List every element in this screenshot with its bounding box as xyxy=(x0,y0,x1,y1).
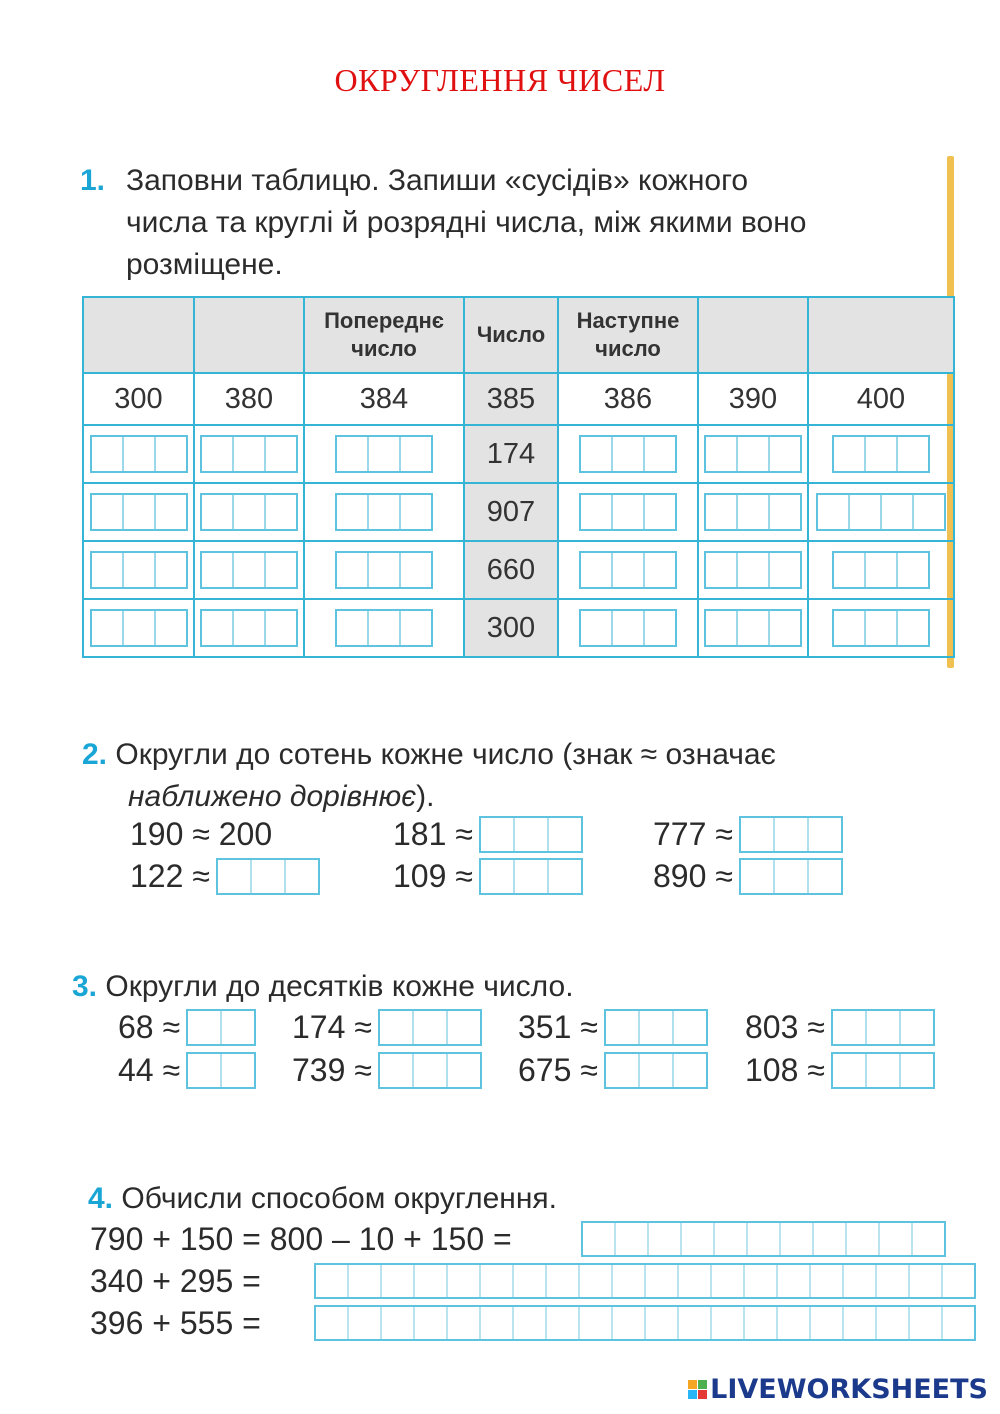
task1-instructions xyxy=(80,160,935,286)
answer-input[interactable] xyxy=(831,1052,935,1089)
answer-input[interactable] xyxy=(378,1052,482,1089)
task4-expression: 340 + 295 = xyxy=(90,1263,261,1299)
sample-cell-number: 385 xyxy=(464,373,558,425)
logo-square xyxy=(688,1380,697,1389)
task3-expression: 803 ≈ xyxy=(745,1009,825,1045)
task4-text: Обчисли способом округлення. xyxy=(121,1182,558,1215)
page-title: ОКРУГЛЕННЯ ЧИСЕЛ xyxy=(334,62,666,98)
task2-number: 2. xyxy=(82,738,108,771)
task2-expression: 122 ≈ xyxy=(130,858,210,894)
answer-input[interactable] xyxy=(832,609,930,647)
logo-square xyxy=(698,1390,707,1399)
task3-expression: 351 ≈ xyxy=(518,1009,598,1045)
sample-cell: 300 xyxy=(83,373,194,425)
table-row xyxy=(83,425,954,483)
task3-item xyxy=(518,1052,708,1089)
answer-input[interactable] xyxy=(90,551,188,589)
sample-cell: 400 xyxy=(808,373,954,425)
task1-line-3: розміщене. xyxy=(126,248,283,281)
task2-item xyxy=(393,816,583,853)
header-cell-next-hundreds xyxy=(808,297,954,373)
task2-text: Округли до сотень кожне число (знак ≈ означає xyxy=(115,738,776,771)
task4-expression: 396 + 555 = xyxy=(90,1305,261,1341)
task2-text-italic: наближено дорівнює xyxy=(128,780,417,813)
task4-line xyxy=(90,1305,261,1342)
task4-number: 4. xyxy=(88,1182,114,1215)
header-next-label: Наступне число xyxy=(576,308,680,361)
task3-expression: 675 ≈ xyxy=(518,1052,598,1088)
given-number: 174 xyxy=(464,425,558,483)
answer-input[interactable] xyxy=(832,551,930,589)
task2-expression: 890 ≈ xyxy=(653,858,733,894)
answer-input[interactable] xyxy=(479,816,583,853)
answer-input[interactable] xyxy=(739,816,843,853)
answer-input[interactable] xyxy=(704,493,802,531)
table-row xyxy=(83,541,954,599)
table-header-row xyxy=(83,297,954,373)
answer-input[interactable] xyxy=(200,435,298,473)
answer-input[interactable] xyxy=(335,609,433,647)
answer-input[interactable] xyxy=(704,609,802,647)
header-cell-previous xyxy=(304,297,464,373)
task1-table xyxy=(82,296,955,658)
answer-input[interactable] xyxy=(90,435,188,473)
task3-item xyxy=(292,1009,482,1046)
header-cell-number: Число xyxy=(464,297,558,373)
answer-input[interactable] xyxy=(335,551,433,589)
answer-input[interactable] xyxy=(604,1052,708,1089)
task2-text-end: ). xyxy=(416,780,435,813)
answer-input[interactable] xyxy=(579,609,677,647)
task2-expression: 109 ≈ xyxy=(393,858,473,894)
task3-item xyxy=(118,1052,256,1089)
task2-item xyxy=(393,858,583,895)
task3-expression: 174 ≈ xyxy=(292,1009,372,1045)
logo-square xyxy=(688,1390,697,1399)
sample-cell: 380 xyxy=(194,373,304,425)
answer-input[interactable] xyxy=(832,435,930,473)
sample-cell: 384 xyxy=(304,373,464,425)
task3-instructions xyxy=(72,966,952,1008)
answer-input[interactable] xyxy=(579,493,677,531)
answer-input[interactable] xyxy=(604,1009,708,1046)
answer-input[interactable] xyxy=(200,609,298,647)
task3-expression: 44 ≈ xyxy=(118,1052,181,1088)
answer-input[interactable] xyxy=(581,1221,946,1257)
answer-input[interactable] xyxy=(479,858,583,895)
task2-expression: 777 ≈ xyxy=(653,816,733,852)
header-cell-next xyxy=(558,297,698,373)
task2-expression: 181 ≈ xyxy=(393,816,473,852)
header-cell-next-tens xyxy=(698,297,808,373)
task2-item xyxy=(653,858,843,895)
answer-input[interactable] xyxy=(90,609,188,647)
task2-expression: 190 ≈ 200 xyxy=(130,816,273,852)
task1-number: 1. xyxy=(80,164,106,197)
task3-item xyxy=(745,1009,935,1046)
answer-input[interactable] xyxy=(831,1009,935,1046)
answer-input[interactable] xyxy=(579,551,677,589)
task3-expression: 739 ≈ xyxy=(292,1052,372,1088)
task3-expression: 108 ≈ xyxy=(745,1052,825,1088)
given-number: 300 xyxy=(464,599,558,657)
logo-square xyxy=(698,1380,707,1389)
header-previous-label: Попереднє число xyxy=(324,308,444,361)
answer-input[interactable] xyxy=(216,858,320,895)
sample-cell: 390 xyxy=(698,373,808,425)
answer-input[interactable] xyxy=(739,858,843,895)
answer-input[interactable] xyxy=(335,493,433,531)
task2-instructions xyxy=(82,734,962,818)
answer-input[interactable] xyxy=(335,435,433,473)
given-number: 907 xyxy=(464,483,558,541)
given-number: 660 xyxy=(464,541,558,599)
task2-item xyxy=(653,816,843,853)
answer-input[interactable] xyxy=(378,1009,482,1046)
task3-expression: 68 ≈ xyxy=(118,1009,181,1045)
brand-text: LIVEWORKSHEETS xyxy=(710,1374,988,1405)
answer-input[interactable] xyxy=(200,493,298,531)
task2-item xyxy=(130,858,320,895)
table-sample-row xyxy=(83,373,954,425)
liveworksheets-logo xyxy=(688,1374,988,1405)
header-cell-round-hundreds xyxy=(83,297,194,373)
answer-input[interactable] xyxy=(314,1305,976,1341)
task4-instructions xyxy=(88,1178,968,1220)
task3-item xyxy=(118,1009,256,1046)
answer-input[interactable] xyxy=(90,493,188,531)
task1-line-1: Заповни таблицю. Запиши «сусідів» кожного xyxy=(126,164,749,197)
task4-line xyxy=(90,1221,512,1258)
answer-input[interactable] xyxy=(186,1009,256,1046)
answer-input[interactable] xyxy=(314,1263,976,1299)
answer-input[interactable] xyxy=(704,551,802,589)
table-row xyxy=(83,483,954,541)
answer-input[interactable] xyxy=(816,493,946,531)
task3-text: Округли до десятків кожне число. xyxy=(105,970,574,1003)
task4-line xyxy=(90,1263,261,1300)
table-row xyxy=(83,599,954,657)
task3-number: 3. xyxy=(72,970,98,1003)
answer-input[interactable] xyxy=(186,1052,256,1089)
task2-item xyxy=(130,816,272,853)
task3-item xyxy=(292,1052,482,1089)
task3-item xyxy=(745,1052,935,1089)
answer-input[interactable] xyxy=(200,551,298,589)
task1-line-2: числа та круглі й розрядні числа, між якими воно xyxy=(126,206,807,239)
header-cell-round-tens xyxy=(194,297,304,373)
task3-item xyxy=(518,1009,708,1046)
answer-input[interactable] xyxy=(579,435,677,473)
answer-input[interactable] xyxy=(704,435,802,473)
liveworksheets-icon xyxy=(688,1380,707,1399)
sample-cell: 386 xyxy=(558,373,698,425)
task4-expression: 790 + 150 = 800 – 10 + 150 = xyxy=(90,1221,512,1257)
